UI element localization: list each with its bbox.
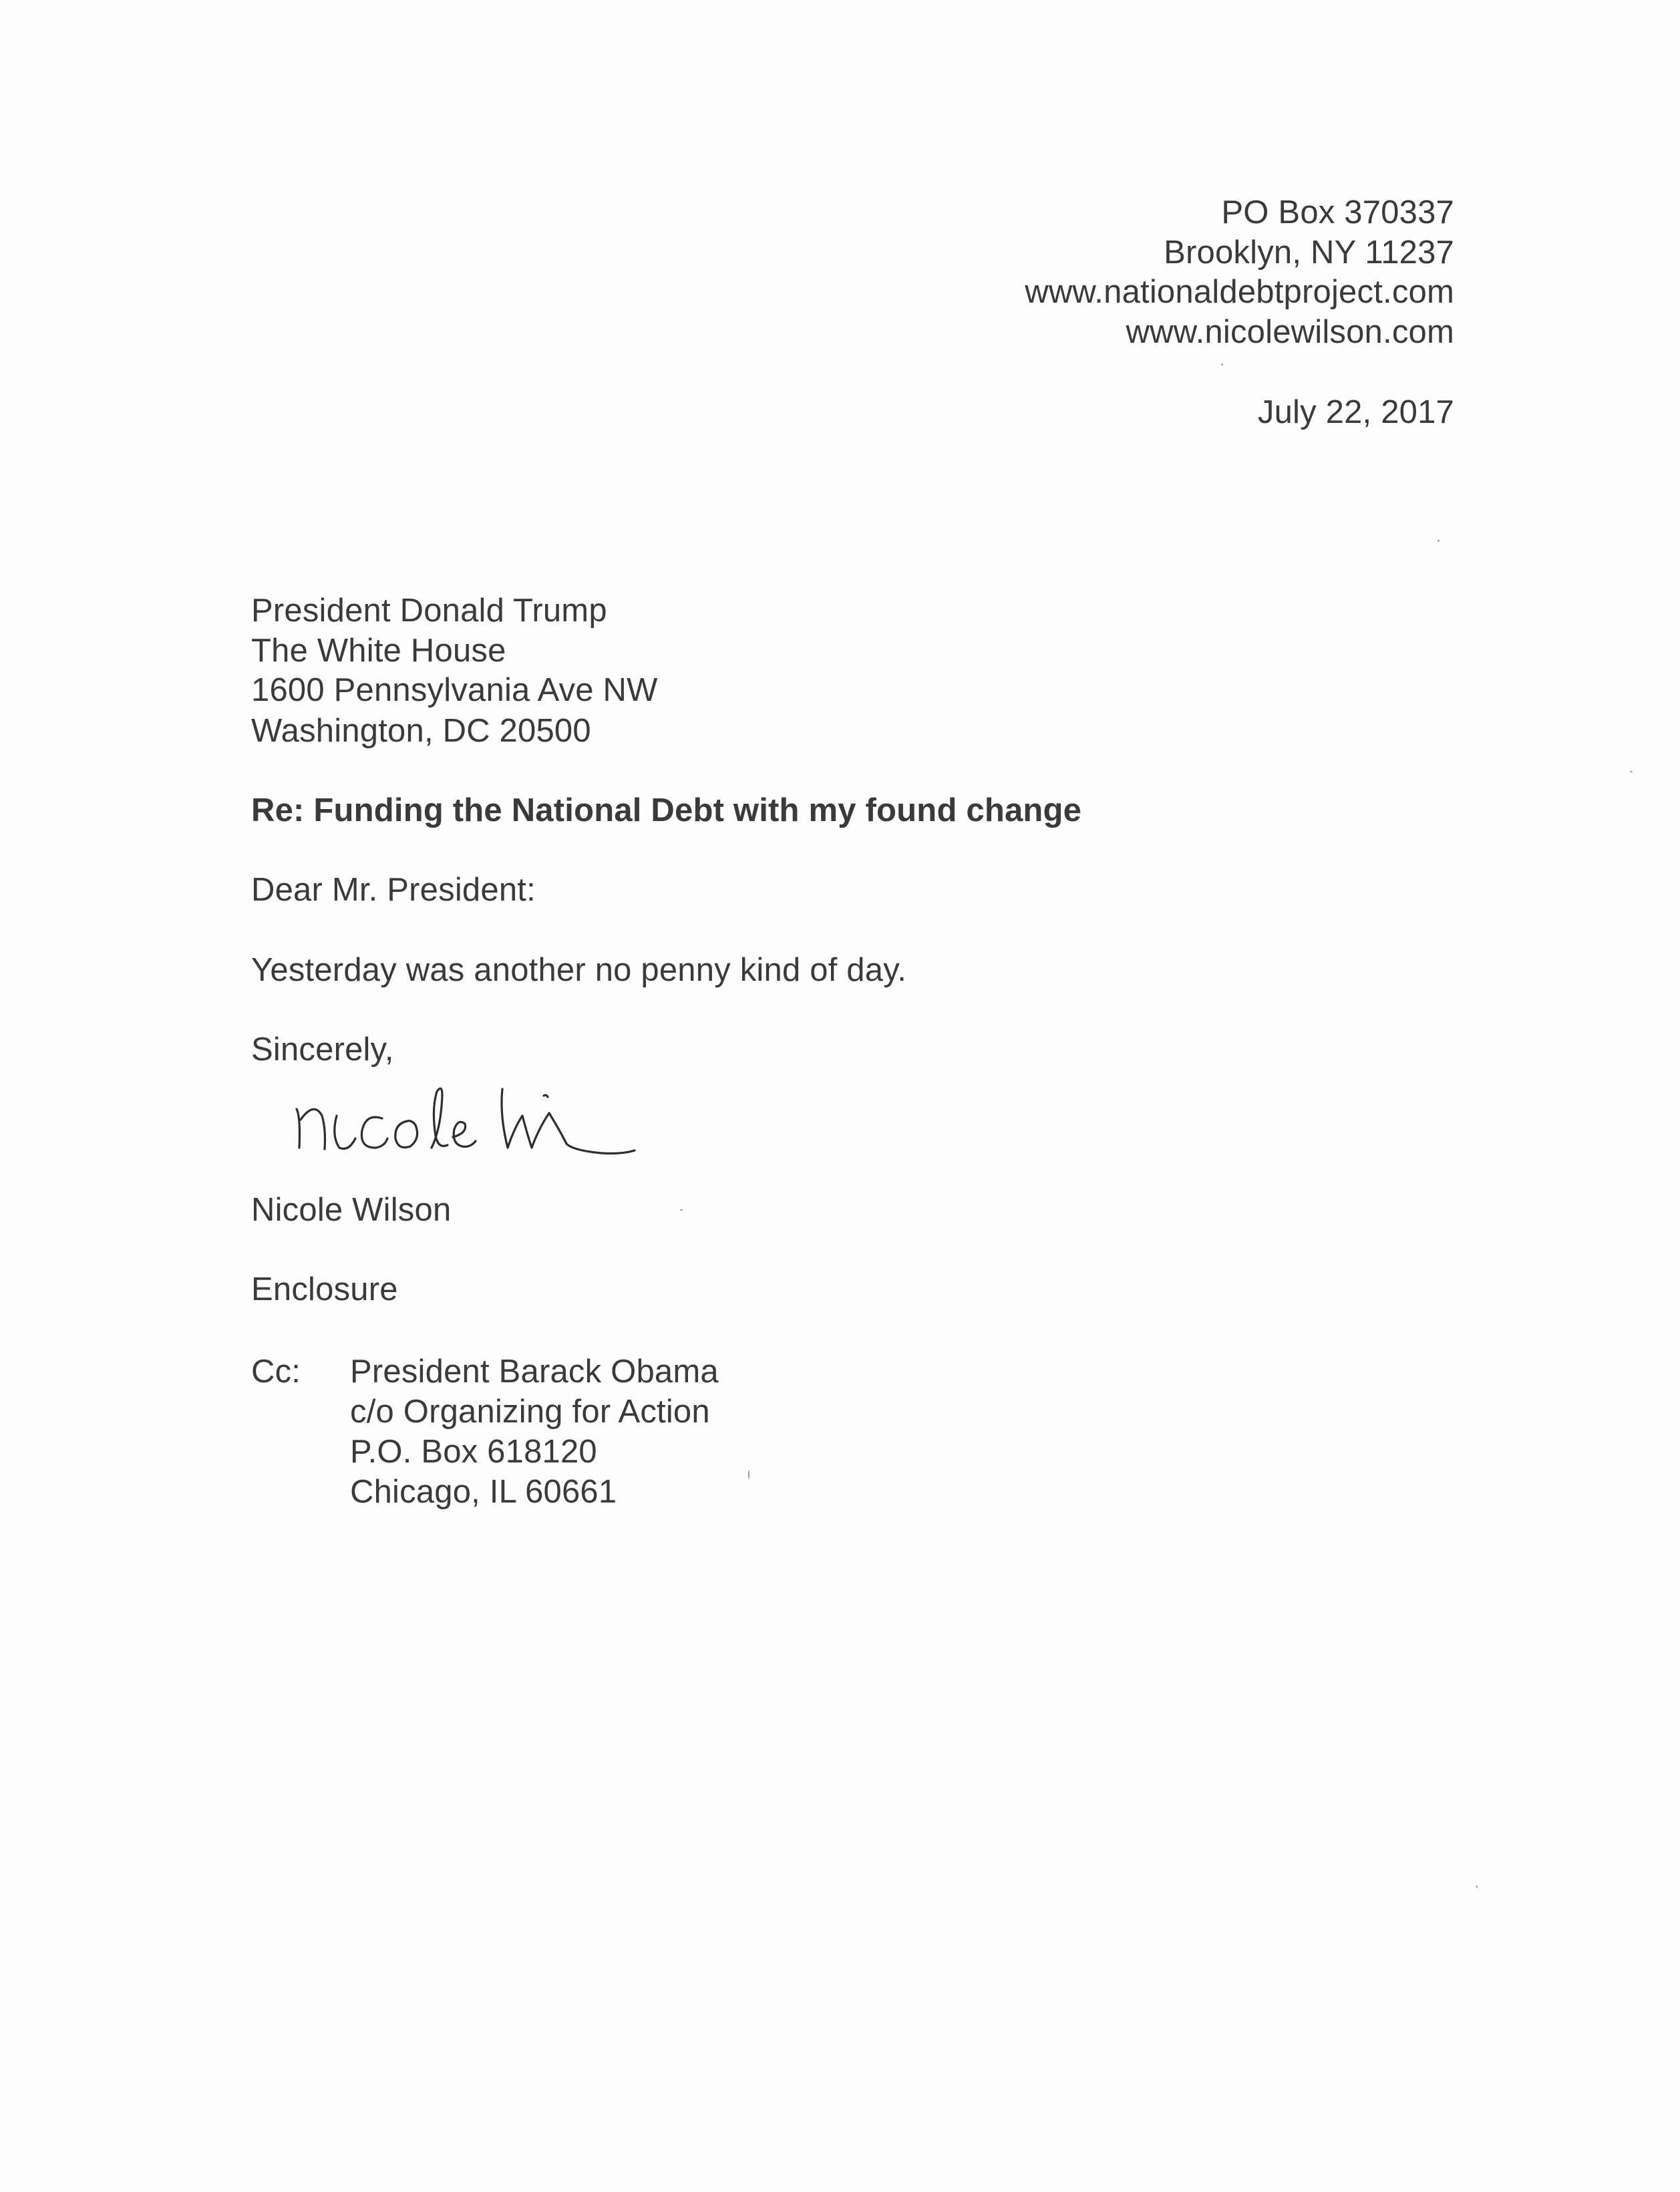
subject-line: Re: Funding the National Debt with my found change [251, 792, 1082, 828]
scan-speck [1476, 1885, 1478, 1888]
recipient-org: The White House [251, 633, 506, 669]
cc-label: Cc: [251, 1354, 301, 1390]
scan-speck [1630, 771, 1633, 772]
closing: Sincerely, [251, 1032, 394, 1068]
sender-address-line1: PO Box 370337 [1221, 194, 1454, 230]
handwritten-signature [287, 1069, 661, 1169]
cc-org: c/o Organizing for Action [350, 1394, 710, 1430]
scan-speck [1438, 540, 1440, 542]
letter-date: July 22, 2017 [1257, 394, 1454, 430]
recipient-street: 1600 Pennsylvania Ave NW [251, 672, 658, 708]
scan-speck [680, 1209, 683, 1211]
scan-speck [1221, 363, 1223, 365]
enclosure-note: Enclosure [251, 1271, 398, 1307]
sender-website-2: www.nicolewilson.com [1126, 314, 1454, 350]
body-paragraph: Yesterday was another no penny kind of day. [251, 952, 907, 988]
cc-city: Chicago, IL 60661 [350, 1474, 617, 1510]
sender-address-line2: Brooklyn, NY 11237 [1164, 234, 1454, 271]
recipient-city: Washington, DC 20500 [251, 713, 591, 749]
scan-speck [748, 1470, 749, 1479]
cc-box: P.O. Box 618120 [350, 1434, 597, 1470]
signer-name: Nicole Wilson [251, 1192, 452, 1228]
cc-name: President Barack Obama [350, 1354, 719, 1390]
recipient-name: President Donald Trump [251, 593, 607, 629]
salutation: Dear Mr. President: [251, 872, 536, 908]
sender-website-1: www.nationaldebtproject.com [1025, 274, 1454, 310]
